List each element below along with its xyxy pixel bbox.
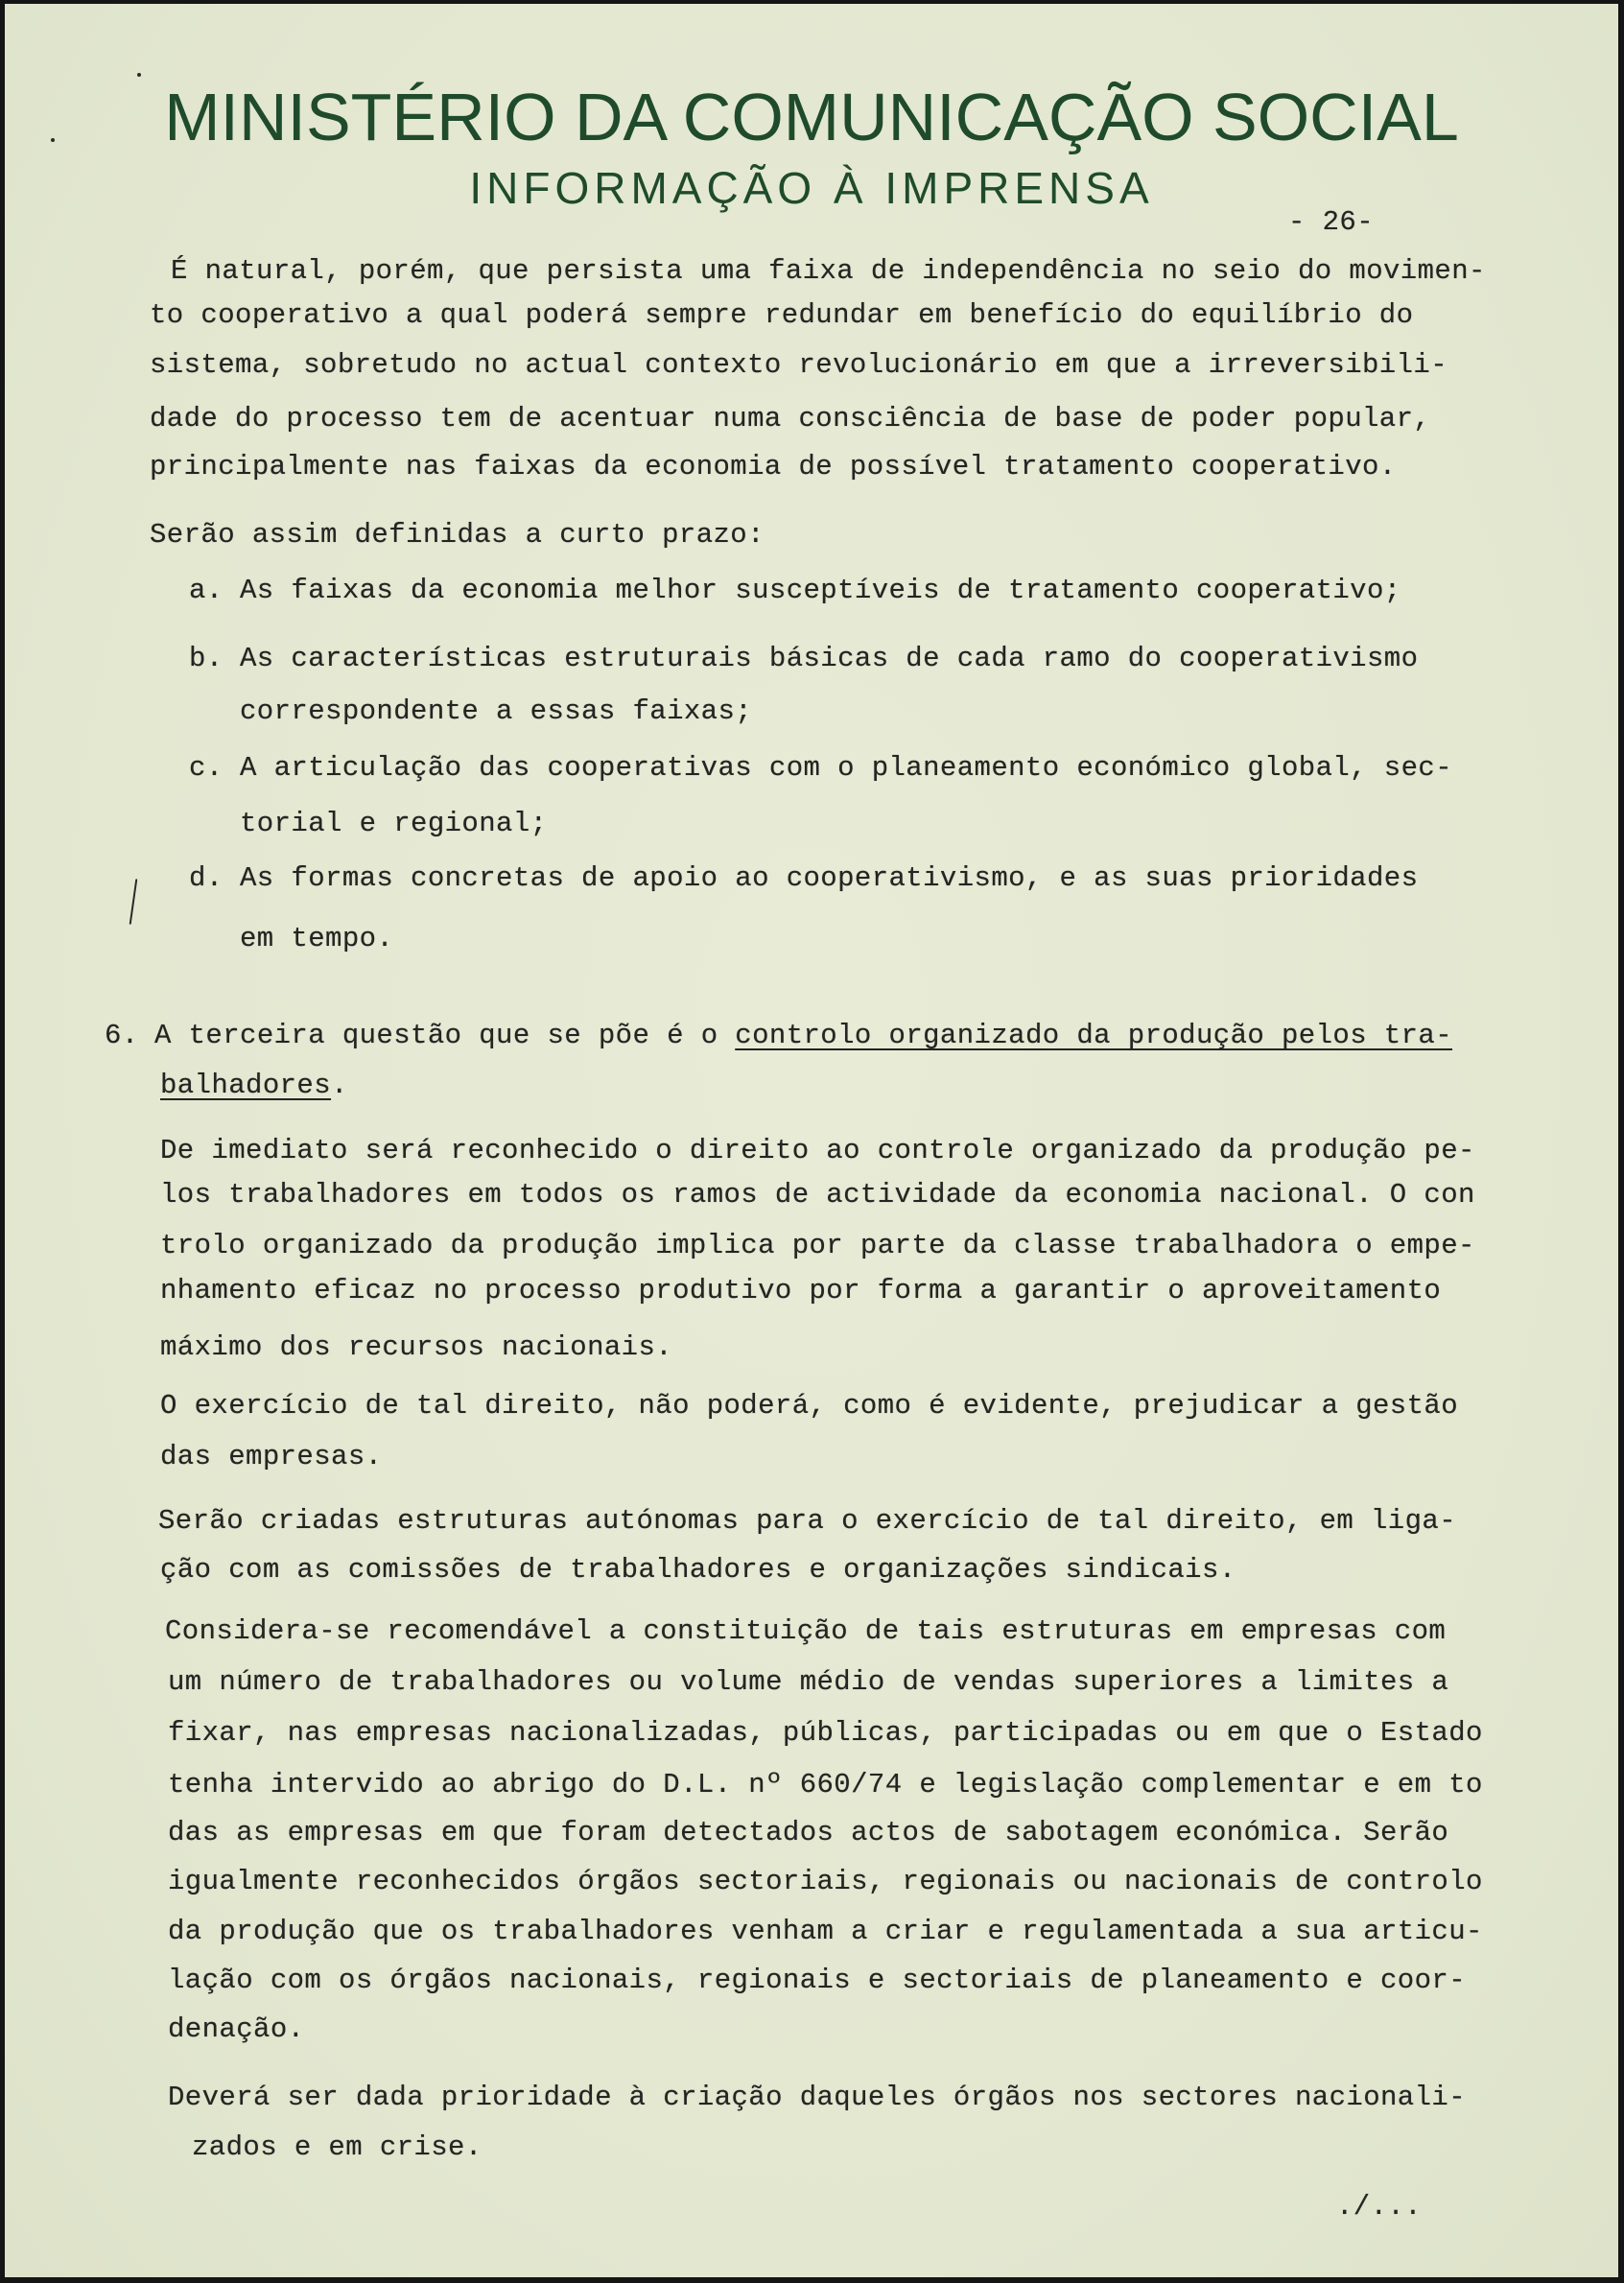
paragraph-line: fixar, nas empresas nacionalizadas, públicas, participadas ou em que o Estado bbox=[168, 1717, 1483, 1749]
page-number: - 26- bbox=[1288, 206, 1375, 238]
paragraph-line: trolo organizado da produção implica por parte da classe trabalhadora o empe- bbox=[160, 1230, 1475, 1261]
intro-line: principalmente nas faixas da economia de possível tratamento cooperativo. bbox=[150, 451, 1397, 482]
letterhead-ministry: MINISTÉRIO DA COMUNICAÇÃO SOCIAL bbox=[164, 80, 1459, 154]
paragraph-line: tenha intervido ao abrigo do D.L. nº 660/74 e legislação complementar e em to bbox=[168, 1769, 1483, 1801]
list-item-line: As faixas da economia melhor susceptíveis de tratamento cooperativo; bbox=[240, 575, 1401, 606]
list-item-line: torial e regional; bbox=[240, 808, 548, 839]
list-item-line: em tempo. bbox=[240, 923, 394, 954]
continuation-mark: ./... bbox=[1336, 2191, 1423, 2223]
letterhead-department: INFORMAÇÃO À IMPRENSA bbox=[469, 163, 1154, 213]
list-item-line: correspondente a essas faixas; bbox=[240, 695, 753, 727]
paragraph-line: Serão criadas estruturas autónomas para o exercício de tal direito, em liga- bbox=[158, 1505, 1457, 1537]
paragraph-line: das as empresas em que foram detectados actos de sabotagem económica. Serão bbox=[168, 1817, 1449, 1848]
paragraph-line: nhamento eficaz no processo produtivo por forma a garantir o aproveitamento bbox=[160, 1275, 1442, 1306]
paragraph-line: igualmente reconhecidos órgãos sectoriais, regionais ou nacionais de controlo bbox=[168, 1866, 1483, 1897]
scan-mark bbox=[137, 73, 141, 77]
intro-line: sistema, sobretudo no actual contexto revolucionário em que a irreversibili- bbox=[150, 349, 1448, 381]
list-marker: d. bbox=[189, 862, 224, 894]
intro-line: É natural, porém, que persista uma faixa de independência no seio do movimen- bbox=[171, 255, 1486, 287]
section-heading-lead: A terceira questão que se põe é o bbox=[154, 1020, 736, 1051]
paragraph-line: Considera-se recomendável a constituição de tais estruturas em empresas com bbox=[165, 1615, 1447, 1647]
intro-line: dade do processo tem de acentuar numa consciência de base de poder popular, bbox=[150, 403, 1431, 435]
section-heading-line bbox=[160, 1070, 348, 1102]
section-number: 6. bbox=[105, 1020, 139, 1051]
paragraph-line: ção com as comissões de trabalhadores e organizações sindicais. bbox=[160, 1554, 1236, 1586]
paragraph-line: um número de trabalhadores ou volume médio de vendas superiores a limites a bbox=[168, 1666, 1449, 1698]
paragraph-line: denação. bbox=[168, 2013, 305, 2045]
paragraph-line: los trabalhadores em todos os ramos de actividade da economia nacional. O con bbox=[160, 1179, 1475, 1211]
list-marker: b. bbox=[189, 643, 224, 674]
paragraph-line: De imediato será reconhecido o direito ao controle organizado da produção pe- bbox=[160, 1135, 1475, 1166]
list-intro: Serão assim definidas a curto prazo: bbox=[150, 519, 765, 551]
paragraph-line: da produção que os trabalhadores venham a criar e regulamentada a sua articu- bbox=[168, 1916, 1483, 1947]
list-item-line: A articulação das cooperativas com o planeamento económico global, sec- bbox=[240, 752, 1453, 784]
list-item-line: As formas concretas de apoio ao cooperativismo, e as suas prioridades bbox=[240, 862, 1419, 894]
intro-line: to cooperativo a qual poderá sempre redundar em benefício do equilíbrio do bbox=[150, 299, 1414, 331]
list-item-line: As características estruturais básicas de cada ramo do cooperativismo bbox=[240, 643, 1419, 674]
paragraph-line: das empresas. bbox=[160, 1441, 383, 1472]
list-marker: a. bbox=[189, 575, 224, 606]
document-page bbox=[5, 4, 1618, 2277]
section-heading-line bbox=[154, 1020, 1452, 1052]
section-heading-underlined: controlo organizado da produção pelos tra- bbox=[735, 1020, 1453, 1051]
paragraph-line: lação com os órgãos nacionais, regionais e sectoriais de planeamento e coor- bbox=[168, 1965, 1467, 1996]
paragraph-line: máximo dos recursos nacionais. bbox=[160, 1331, 673, 1363]
section-heading-end: . bbox=[331, 1070, 348, 1101]
paragraph-line: O exercício de tal direito, não poderá, como é evidente, prejudicar a gestão bbox=[160, 1390, 1459, 1422]
scan-mark bbox=[129, 879, 138, 925]
paragraph-line: zados e em crise. bbox=[192, 2131, 482, 2163]
paragraph-line: Deverá ser dada prioridade à criação daqueles órgãos nos sectores nacionali- bbox=[168, 2082, 1467, 2113]
list-marker: c. bbox=[189, 752, 224, 784]
section-heading-underlined: balhadores bbox=[160, 1070, 332, 1101]
